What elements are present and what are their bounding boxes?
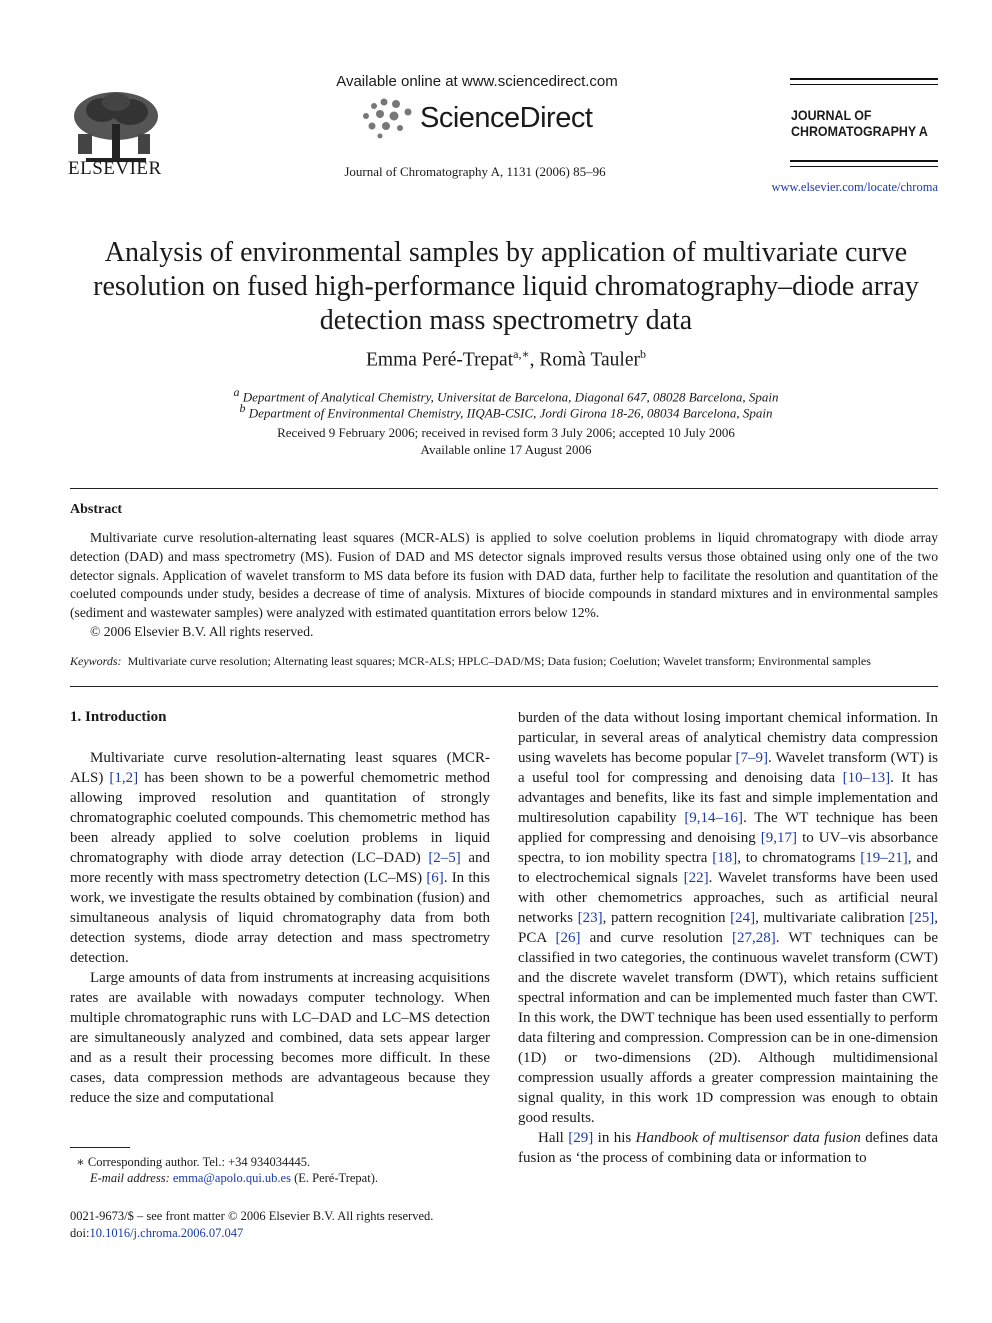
text-run: , multivariate calibration bbox=[755, 910, 910, 926]
available-online-text: Available online at www.sciencedirect.com bbox=[336, 73, 618, 90]
abstract-copyright: © 2006 Elsevier B.V. All rights reserved. bbox=[90, 623, 314, 639]
reference-link[interactable]: [22] bbox=[683, 870, 709, 886]
footnote-rule bbox=[70, 1147, 130, 1148]
email-label: E-mail address: bbox=[90, 1171, 170, 1185]
author-1-affiliation-mark[interactable]: a,∗ bbox=[513, 347, 530, 361]
footnote-line-1 bbox=[70, 1154, 490, 1170]
intro-paragraph-1 bbox=[70, 748, 490, 968]
reference-link[interactable]: [6] bbox=[426, 870, 444, 886]
corresponding-author-text: Corresponding author. Tel.: +34 934034445. bbox=[84, 1155, 311, 1169]
text-run: defines data fusion as ‘the process of combining data or information to bbox=[518, 1130, 938, 1166]
text-run: has been shown to be a powerful chemometric method allowing improved resolution and quantitation of strongly chromatographic coeluted compounds. This chemometric method has been already applied to solve coelution problems in liquid chromatography with diode array detection (LC–DAD) bbox=[70, 770, 490, 866]
article-title: Analysis of environmental samples by application of multivariate curve resolution on fused high-performance liquid chromatography–diode array detection mass spectrometry data bbox=[93, 237, 919, 336]
text-run: and curve resolution bbox=[580, 930, 733, 946]
author-separator: , bbox=[529, 349, 540, 371]
journal-name-line2: CHROMATOGRAPHY A bbox=[791, 124, 928, 139]
right-column bbox=[518, 708, 938, 1168]
abstract-top-rule bbox=[70, 488, 938, 489]
email-owner: (E. Peré-Trepat). bbox=[290, 1171, 378, 1185]
reference-link[interactable]: [24] bbox=[730, 910, 756, 926]
reference-link[interactable]: [25] bbox=[909, 910, 935, 926]
affiliation-b-text: Department of Environmental Chemistry, IIQAB-CSIC, Jordi Girona 18-26, 08034 Barcelona, Spain bbox=[248, 405, 773, 421]
affiliation-a-text: Department of Analytical Chemistry, Universitat de Barcelona, Diagonal 647, 08028 Barcelona, Spain bbox=[242, 389, 779, 405]
abstract-body bbox=[70, 529, 938, 642]
text-run: and more recently with mass spectrometry detection (LC–MS) bbox=[70, 850, 490, 886]
publisher-name: ELSEVIER bbox=[68, 158, 162, 179]
text-run: Hall bbox=[538, 1130, 569, 1146]
reference-link[interactable]: [19–21] bbox=[860, 850, 908, 866]
reference-link[interactable]: [27,28] bbox=[732, 930, 776, 946]
section-heading-introduction: 1. Introduction bbox=[70, 709, 167, 725]
text-run: , pattern recognition bbox=[602, 910, 731, 926]
author-2-affiliation-mark[interactable]: b bbox=[639, 347, 646, 361]
reference-link[interactable]: [9,14–16] bbox=[684, 810, 744, 826]
left-column bbox=[70, 748, 490, 1108]
intro-paragraph-2: Large amounts of data from instruments at increasing acquisitions rates are available with nowadays computer technology. When multiple chromatographic runs with LC–DAD and LC–MS detection are simultaneously analyzed and combined, data sets appear larger and as a result their processing becomes more difficult. In these cases, data compression methods are advantageous because they reduce the size and computational bbox=[70, 970, 490, 1106]
available-online-date: Available online 17 August 2006 bbox=[420, 442, 592, 457]
text-run: in his bbox=[593, 1130, 636, 1146]
intro-paragraph-hall bbox=[518, 1128, 938, 1168]
text-run: . Wavelet transform (WT) is a useful tool for compressing and denoising data bbox=[518, 750, 938, 786]
footnote-line-2 bbox=[70, 1170, 490, 1186]
reference-link[interactable]: [1,2] bbox=[109, 770, 139, 786]
journal-rule-bottom-thin bbox=[790, 166, 938, 167]
affiliation-b-mark: b bbox=[239, 401, 246, 415]
abstract-paragraph: Multivariate curve resolution-alternating least squares (MCR-ALS) is applied to solve coelution problems in liquid chromatograpy with diode array detection (DAD) and mass spectrometry (MS). Fusion of DAD and MS detector signals improved results versus those obtained using only one of the two detector signals. Application of wavelet transform to MS data before its fusion with DAD data, further help to facilitate the resolution and quantitation of the coeluted compounds under study, besides a decrease of time of analysis. Mixtures of biocide compounds in standard mixtures and in environmental samples (sediment and wastewater samples) were analyzed with estimated quantitation errors below 12%. bbox=[70, 530, 938, 621]
affiliation-b bbox=[96, 401, 916, 421]
affiliation-a-mark: a bbox=[233, 385, 240, 399]
text-run: . WT techniques can be classified in two categories, the continuous wavelet transform (CWT) and the discrete wavelet transform (DWT), which retains sufficient spectral information and can be implemented much faster than CWT. In this work, the DWT technique has been used essentially to perform data filtering and compression. Compression can be in one-dimension (1D) or two-dimensions (2D). Although multidimensional compression usually affords a greater compression maintaining the signal quality, in this work 1D compression was enough to obtain good results. bbox=[518, 930, 938, 1126]
journal-citation: Journal of Chromatography A, 1131 (2006) 85–96 bbox=[344, 164, 606, 179]
intro-paragraph-continued bbox=[518, 708, 938, 1128]
doi-link[interactable]: 10.1016/j.chroma.2006.07.047 bbox=[89, 1226, 244, 1240]
reference-link[interactable]: [26] bbox=[555, 930, 581, 946]
abstract-bottom-rule bbox=[70, 686, 938, 687]
reference-link[interactable]: [23] bbox=[577, 910, 603, 926]
text-run: , PCA bbox=[518, 910, 938, 946]
keywords-line bbox=[70, 654, 938, 669]
journal-name-line1: JOURNAL OF bbox=[791, 108, 872, 123]
received-dates: Received 9 February 2006; received in revised form 3 July 2006; accepted 10 July 2006 bbox=[277, 425, 735, 440]
footnote-mark: ∗ bbox=[76, 1155, 85, 1169]
keywords-list: Multivariate curve resolution; Alternating least squares; MCR-ALS; HPLC–DAD/MS; Data fusion; Coelution; Wavelet transform; Environmental samples bbox=[127, 654, 871, 668]
corresponding-author-footnote bbox=[70, 1154, 490, 1186]
reference-link[interactable]: [2–5] bbox=[428, 850, 461, 866]
text-run: , and to electrochemical signals bbox=[518, 850, 938, 886]
text-run: . In this work, we investigate the results obtained by combination (fusion) and simultaneous analysis of liquid chromatography data from both detection systems, diode array detection and mass spectrometry detection. bbox=[70, 870, 490, 966]
book-title: Handbook of multisensor data fusion bbox=[635, 1130, 861, 1146]
reference-link[interactable]: [9,17] bbox=[760, 830, 798, 846]
journal-rule-top bbox=[790, 78, 938, 80]
reference-link[interactable]: [29] bbox=[568, 1130, 594, 1146]
journal-rule-top-thin bbox=[790, 84, 938, 85]
journal-name bbox=[791, 108, 928, 140]
text-run: . Wavelet transforms have been used with other chemometrics approaches, such as artificial neural networks bbox=[518, 870, 938, 926]
article-history bbox=[96, 424, 916, 458]
issn-line: 0021-9673/$ – see front matter © 2006 Elsevier B.V. All rights reserved. bbox=[70, 1209, 434, 1223]
text-run: . It has advantages and benefits, like its fast and simple implementation and multiresolution capability bbox=[518, 770, 938, 826]
text-run: to UV–vis absorbance spectra, to ion mobility spectra bbox=[518, 830, 938, 866]
doi-line bbox=[70, 1225, 490, 1242]
email-link[interactable]: emma@apolo.qui.ub.es bbox=[172, 1171, 291, 1185]
text-run: burden of the data without losing important chemical information. In particular, in several areas of analytical chemistry data compression using wavelets has become popular bbox=[518, 710, 938, 766]
text-run: . The WT technique has been applied for compressing and denoising bbox=[518, 810, 938, 846]
text-run: Multivariate curve resolution-alternating least squares (MCR-ALS) bbox=[70, 750, 490, 786]
abstract-heading: Abstract bbox=[70, 502, 123, 517]
sciencedirect-wordmark: ScienceDirect bbox=[420, 102, 593, 134]
author-1[interactable]: Emma Peré-Trepat bbox=[366, 349, 514, 371]
journal-rule-bottom bbox=[790, 160, 938, 162]
reference-link[interactable]: [10–13] bbox=[842, 770, 891, 786]
keywords-label: Keywords: bbox=[70, 654, 122, 668]
text-run: , to chromatograms bbox=[737, 850, 861, 866]
doi-label: doi: bbox=[70, 1226, 90, 1240]
reference-link[interactable]: [7–9] bbox=[735, 750, 769, 766]
author-2[interactable]: Romà Tauler bbox=[539, 349, 640, 371]
journal-url-link[interactable]: www.elsevier.com/locate/chroma bbox=[771, 180, 938, 194]
front-matter bbox=[70, 1208, 490, 1242]
author-list bbox=[96, 347, 916, 372]
reference-link[interactable]: [18] bbox=[712, 850, 738, 866]
